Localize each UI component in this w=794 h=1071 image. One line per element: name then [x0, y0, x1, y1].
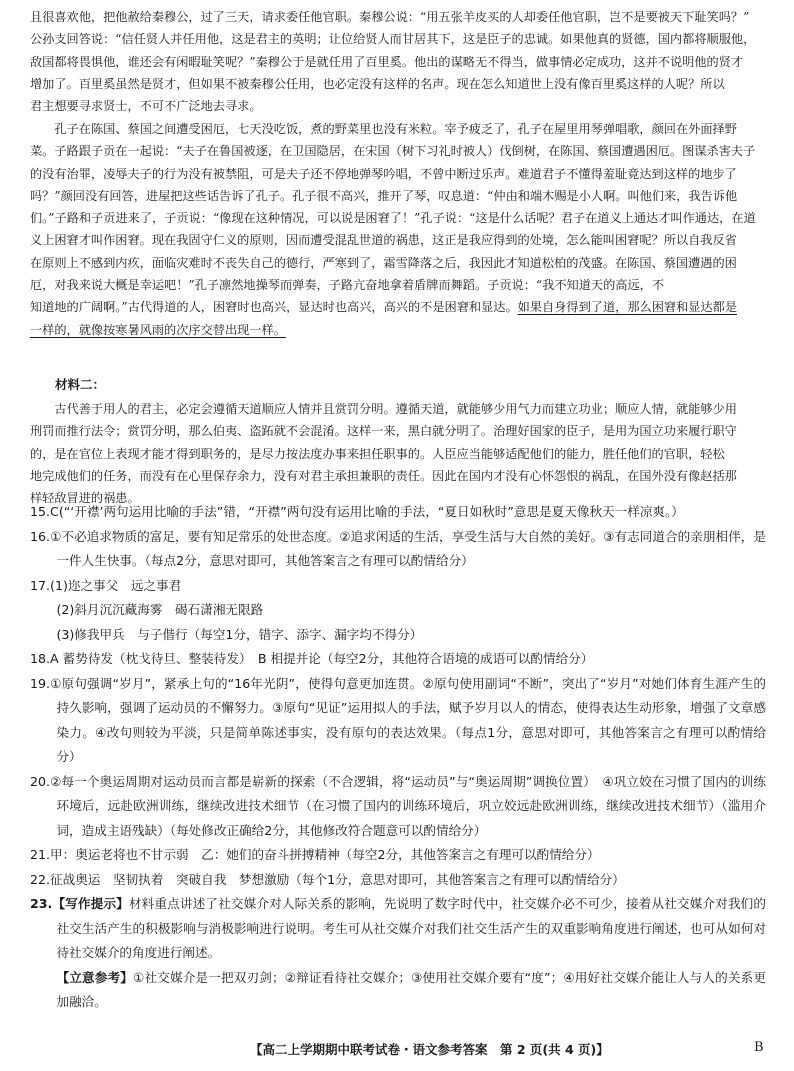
text-line: 敌国都将畏惧他，谁还会有闲暇耻笑呢？”秦穆公于是就任用了百里奚。他出的谋略无不得当，做事情必定成功，这并不说明他的贤才 — [30, 54, 744, 69]
underlined-sentence: 一样的，就像按寒暑风雨的次序交替出现一样。 — [30, 322, 286, 337]
answers-section — [30, 500, 766, 1015]
text-line: 的没有治罪，凌辱夫子的行为没有被禁阻，可是夫子还不停地弹琴吟唱，不曾中断过乐声。难道君子不懂得羞耻竟达到这样的地步了 — [30, 166, 737, 181]
answer-17-2: (2)斜月沉沉藏海雾 碣石潇湘无限路 — [56, 602, 264, 617]
answer-23-reference — [30, 966, 766, 1015]
text-line: 厄，对我来说大概是幸运吧！”孔子凛然地操琴而弹奏，子路亢奋地拿着盾牌而舞蹈。子贡说：“我不知道天的高远，不 — [30, 278, 665, 293]
answer-21: 21.甲：奥运老将也不甘示弱 乙：她们的奋斗拼搏精神（每空2分，其他答案言之有理可以酌情给分） — [30, 847, 600, 862]
reference-text: ①社交媒介是一把双刃剑；②辩证看待社交媒介；③使用社交媒介要有“度”；④用好社交媒介能让人与人的关系更加融洽。 — [56, 969, 767, 1009]
material-two-heading — [30, 374, 766, 396]
text-line: 增加了。百里奚虽然是贤才，但如果不被秦穆公任用，也必定没有这样的名声。现在怎么知道世上没有像百里奚这样的人呢？所以 — [30, 76, 725, 91]
text-line: 义上困窘才叫作困窘。现在我固守仁义的原则，因而遭受混乱世道的祸患，这正是我应得到的处境，怎么能叫困窘呢？所以自我反省 — [30, 233, 737, 248]
passage-paragraph-1 — [30, 6, 766, 117]
text-line: 们。”子路和子贡进来了，子贡说：“像现在这种情况，可以说是困窘了！”孔子说：“这是什么话呢？君子在道义上通达才叫作通达，在道 — [30, 211, 756, 226]
text-line: 且很喜欢他，把他赦给秦穆公，过了三天，请求委任他官职。秦穆公说：“用五张羊皮买的人却委任他官职，岂不是要被天下耻笑吗？” — [30, 10, 750, 24]
answer-16: 16.①不必追求物质的富足，要有知足常乐的处世态度。②追求闲适的生活，享受生活与大自然的美好。③有志同道合的亲朋相伴，是一件人生快事。（每点2分，意思对即可，其他答案言之有理可以酌情给分） — [30, 528, 766, 568]
passage-paragraph-2 — [30, 118, 766, 341]
writing-tip-text: 材料重点讲述了社交媒介对人际关系的影响，先说明了数字时代中，社交媒介必不可少，接着从社交媒介对我们的社交生活产生的积极影响与消极影响进行说明。考生可从社交媒介对我们社交生活产生的双重影响角度进行阐述，也可从如何对待社交媒介的角度进行阐述。 — [56, 896, 767, 960]
text-line: 刑罚而推行法令；赏罚分明，那么伯夷、盗跖就不会混淆。这样一来，黑白就分明了。治理好国家的臣子，是用为国立功来履行职守 — [30, 424, 737, 439]
underlined-sentence: 如果自身得到了道，那么困窘和显达都是 — [517, 300, 738, 315]
text-line: 菜。子路跟子贡在一起说：“夫子在鲁国被逐，在卫国隐居，在宋国（树下习礼时被人）伐倒树，在陈国、蔡国遭遇困厄。图谋杀害夫子 — [30, 144, 756, 159]
text-line: 孔子在陈国、蔡国之间遭受困厄，七天没吃饭，煮的野菜里也没有米粒。宰予疲乏了，孔子在屋里用琴弹唱歌，颜回在外面择野 — [54, 122, 737, 136]
text-line: 地完成他们的任务，而没有在心里保存余力，没有对君主承担兼职的责任。因此在国内才没有心怀怨恨的祸乱，在国外没有像赵括那 — [30, 468, 737, 483]
text-fragment: 知道地的广阔啊。”古代得道的人，困窘时也高兴，显达时也高兴，高兴的不是困窘和显达。 — [30, 300, 518, 315]
passage-paragraph-3 — [30, 398, 766, 509]
text-line — [30, 296, 766, 318]
answer-23 — [30, 892, 766, 966]
answer-17-3: (3)修我甲兵 与子偕行（每空1分，错字、添字、漏字均不得分） — [56, 626, 423, 642]
answer-19: 19.①原句强调“岁月”，紧承上句的“16年光阴”，使得句意更加连贯。②原句使用副词“不断”，突出了“岁月”对她们体育生涯产生的持久影响，强调了运动员的不懈努力。③原句“见证”运用拟人的手法，赋予岁月以人的情态，使得表达生动形象，增强了文章感染力。④改句则较为平淡，只是简单陈述事实，没有原句的表达效果。（每点1分，意思对即可，其他答案言之有理可以酌情给分） — [30, 675, 766, 764]
writing-tip-label: 23.【写作提示】 — [30, 896, 129, 911]
answer-15: 15.C(“‘开襟’两句运用比喻的手法”错，“开襟”两句没有运用比喻的手法，“夏日如秋时”意思是夏天像秋天一样凉爽。） — [30, 504, 684, 519]
answer-17-1: 17.(1)迩之事父 远之事君 — [30, 577, 182, 593]
page-footer: 【高二上学期期中联考试卷・语文参考答案 第 2 页(共 4 页)】 — [250, 1042, 609, 1057]
answer-18: 18.A 蓄势待发（枕戈待旦、整装待发） B 相提并论（每空2分，其他符合语境的成语可以酌情给分） — [30, 651, 594, 666]
reference-label: 【立意参考】 — [56, 969, 134, 985]
section-heading: 材料二： — [55, 377, 106, 392]
answer-20: 20.②每一个奥运周期对运动员而言都是崭新的探索（不合逻辑，将“运动员”与“奥运周期”调换位置） ④巩立姣在习惯了国内的训练环境后，远赴欧洲训练，继续改进技术细节（在习惯了国内的训练环境后，巩立姣远赴欧洲训练，继续改进技术细节）（滥用介词，造成主语残缺）（每处修改正确给2分，其他修改符合题意可以酌情给分） — [30, 773, 766, 838]
text-line: 君主想要寻求贤士，不可不广泛地去寻求。 — [30, 99, 262, 114]
answer-22: 22.征战奥运 坚韧执着 突破自我 梦想激励（每个1分，意思对即可，其他答案言之有理可以酌情给分） — [30, 871, 625, 887]
text-line: 公孙支回答说：“信任贤人并任用他，这是君主的英明；让位给贤人而甘居其下，这是臣子的忠诚。如果他真的贤德，国内都将顺服他， — [30, 32, 756, 47]
text-line: 的，是在官位上表现才能才得到职务的，是尽力按法度办事来担任职事的。人臣应当能够适配他们的能力，胜任他们的官职，轻松 — [30, 446, 725, 461]
version-mark: B — [754, 1040, 764, 1055]
text-line: 吗？”颜回没有回答，进屋把这些话告诉了孔子。孔子很不高兴，推开了琴，叹息道：“仲由和端木赐是小人啊。叫他们来，我告诉他 — [30, 188, 738, 203]
text-line: 古代善于用人的君主，必定会遵循天道顺应人情并且赏罚分明。遵循天道，就能够少用气力而建立功业；顺应人情，就能够少用 — [54, 402, 737, 416]
text-line: 样轻敌冒进的祸患。 — [30, 491, 140, 506]
text-line: 在原则上不感到内疚，面临灾难时不丧失自己的德行，严寒到了，霜雪降落之后，我因此才知道松柏的茂盛。在陈国、蔡国遭遇的困 — [30, 255, 737, 270]
